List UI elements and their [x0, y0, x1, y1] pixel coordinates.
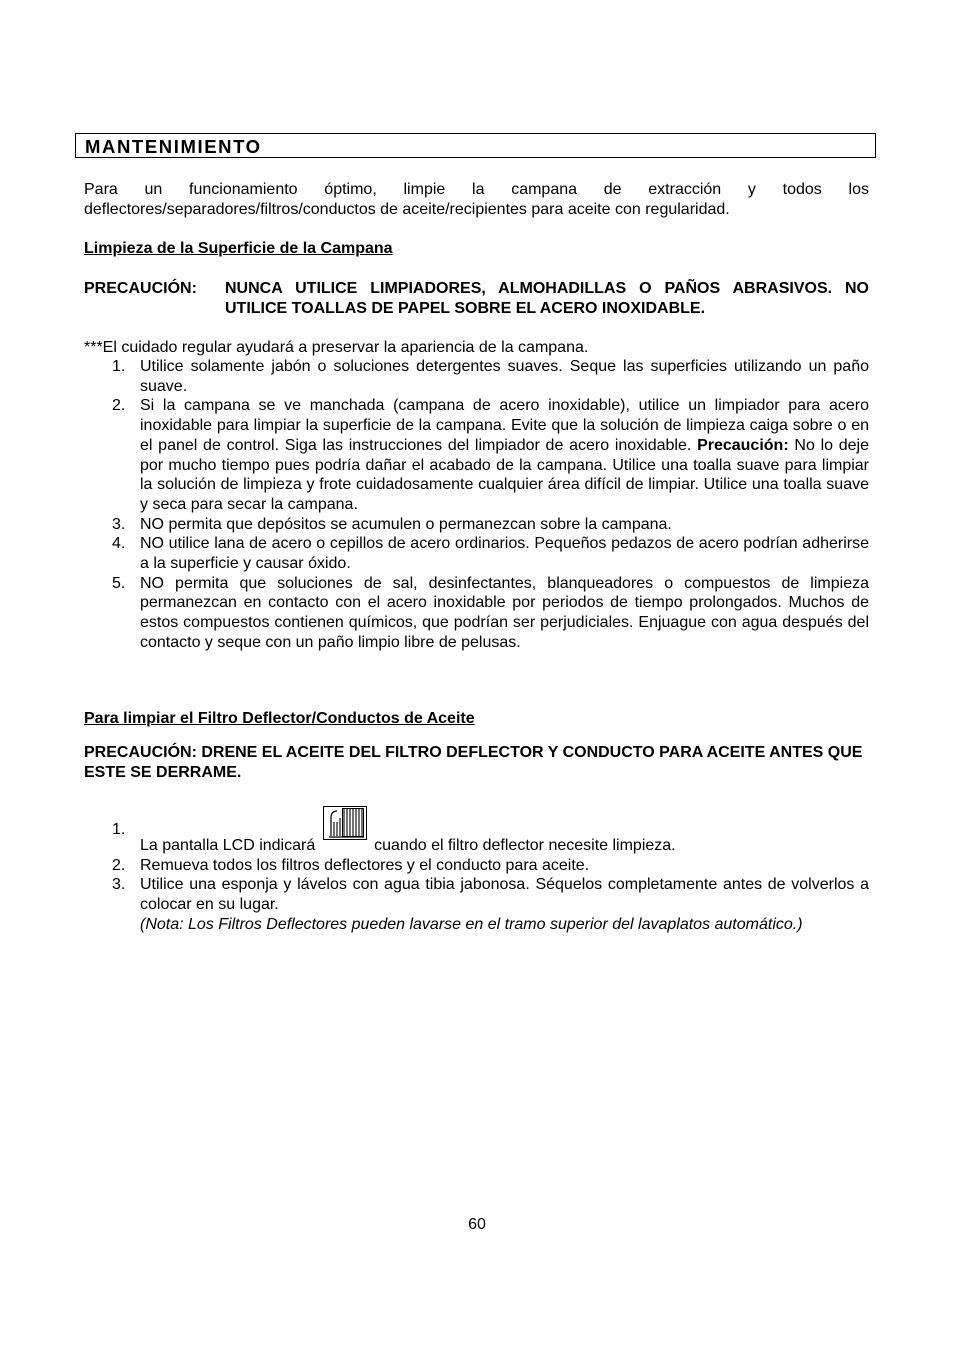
item-number: 2.: [112, 397, 126, 415]
item-number: 3.: [112, 876, 126, 894]
item-number: 1.: [112, 821, 126, 838]
list-item: [84, 820, 869, 856]
list-item: [84, 357, 869, 396]
item-text: NO permita que soluciones de sal, desinfectantes, blanqueadores o compuestos de limpieza permanezcan en contacto con el acero inoxidable por periodos de tiempo prolongados. Muchos de estos compuestos contienen químicos, que podrían ser perjudiciales. Enjuague con agua después del contacto y seque con un paño limpio libre de pelusas.: [140, 574, 869, 651]
filter-steps-list: [84, 820, 869, 935]
filter-cleaning-heading: Para limpiar el Filtro Deflector/Conductos de Aceite: [84, 710, 475, 727]
item-number: 2.: [112, 856, 126, 874]
item-text: NO permita que depósitos se acumulen o permanezcan sobre la campana.: [140, 515, 672, 533]
intro-paragraph: Para un funcionamiento óptimo, limpie la campana de extracción y todos los deflectores/separadores/filtros/conductos de aceite/recipientes para aceite con regularidad.: [84, 181, 869, 218]
item-text: Utilice una esponja y lávelos con agua tibia jabonosa. Séquelos completamente antes de volverlos a colocar en su lugar.: [140, 876, 869, 914]
dishwasher-note: (Nota: Los Filtros Deflectores pueden lavarse en el tramo superior del lavaplatos automático.): [140, 915, 803, 933]
item-text: Remueva todos los filtros deflectores y el conducto para aceite.: [140, 856, 590, 874]
list-item: [84, 534, 869, 573]
section-title: MANTENIMIENTO: [75, 133, 876, 158]
caution-label: PRECAUCIÓN:: [84, 280, 197, 297]
item-text-continued: cuando el filtro deflector necesite limpieza.: [374, 837, 676, 854]
list-item: [84, 396, 869, 514]
surface-cleaning-heading: Limpieza de la Superficie de la Campana: [84, 240, 393, 257]
item-number: 1.: [112, 358, 126, 375]
item-number: 5.: [112, 574, 126, 592]
caution-text: NUNCA UTILICE LIMPIADORES, ALMOHADILLAS O PAÑOS ABRASIVOS. NO UTILICE TOALLAS DE PAPEL SOBRE EL ACERO INOXIDABLE.: [225, 280, 869, 317]
list-item: [84, 875, 869, 934]
surface-steps-list: [84, 357, 869, 653]
item-number: 4.: [112, 535, 126, 553]
item-text-continued: No lo deje por mucho tiempo pues podría dañar el acabado de la campana. Utilice una toalla suave para limpiar la solución de limpieza y frote cuidadosamente cualquier área difícil de limpiar. Utilice una toalla suave y seca para secar la campana.: [140, 436, 870, 513]
item-text: La pantalla LCD indicará: [140, 837, 316, 854]
page-number: 60: [468, 1216, 486, 1233]
list-item: [84, 515, 869, 535]
item-text: Si la campana se ve manchada (campana de acero inoxidable), utilice un limpiador para acero inoxidable para limpiar la superficie de la campana. Evite que la solución de limpieza caiga sobre o en el panel de control. Siga las instrucciones del limpiador de acero inoxidable.: [140, 397, 869, 454]
filter-caution: PRECAUCIÓN: DRENE EL ACEITE DEL FILTRO DEFLECTOR Y CONDUCTO PARA ACEITE ANTES QUE ESTE SE DERRAME.: [84, 744, 863, 781]
item-text: Utilice solamente jabón o soluciones detergentes suaves. Seque las superficies utilizando un paño suave.: [140, 358, 869, 395]
filter-cleaning-icon: [323, 820, 367, 853]
item-bold-label: Precaución:: [697, 436, 789, 454]
item-number: 3.: [112, 515, 126, 533]
item-text: NO utilice lana de acero o cepillos de acero ordinarios. Pequeños pedazos de acero podrían adherirse a la superficie y causar óxido.: [140, 535, 869, 573]
care-note: ***El cuidado regular ayudará a preservar la apariencia de la campana.: [84, 339, 589, 356]
list-item: [84, 856, 869, 876]
list-item: [84, 574, 869, 653]
